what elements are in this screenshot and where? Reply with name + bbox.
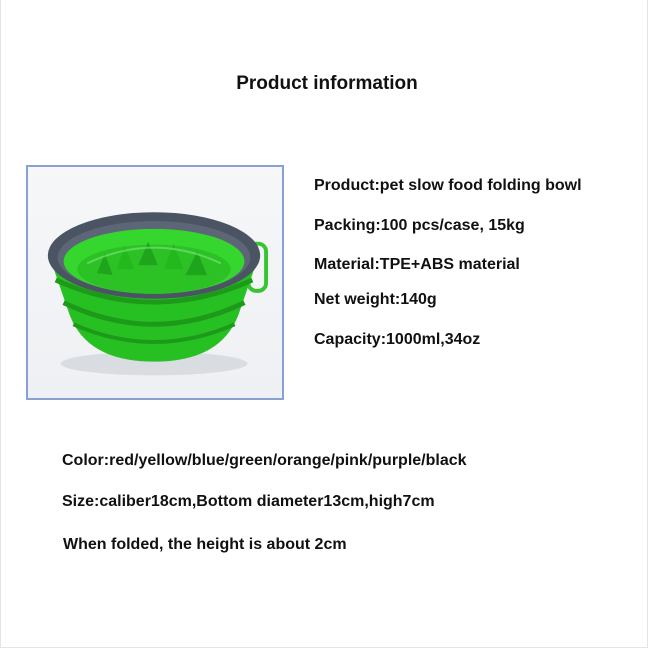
spec-capacity: Capacity:1000ml,34oz [314,331,481,348]
detail-folded-height: When folded, the height is about 2cm [63,536,347,553]
page-title: Product information [236,73,418,94]
slow-feeder-bowl-image [28,167,282,398]
spec-material: Material:TPE+ABS material [314,256,520,273]
spec-product: Product:pet slow food folding bowl [314,177,582,194]
spec-net-weight: Net weight:140g [314,291,437,308]
spec-packing: Packing:100 pcs/case, 15kg [314,217,525,234]
product-image [26,165,284,400]
detail-color: Color:red/yellow/blue/green/orange/pink/purple/black [62,452,467,469]
detail-size: Size:caliber18cm,Bottom diameter13cm,high7cm [62,493,435,510]
